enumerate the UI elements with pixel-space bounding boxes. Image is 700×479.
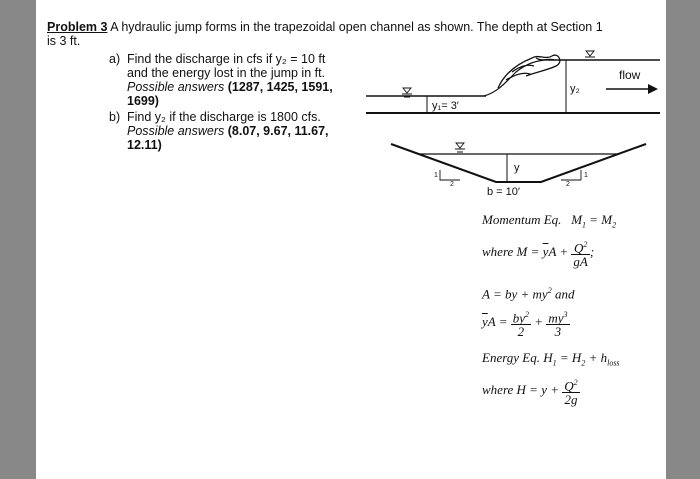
where-label-2: where	[482, 382, 514, 398]
flow-arrow-icon	[648, 84, 658, 94]
q-squared-over-2g: $\frac{Q^2}{2g}$	[564, 378, 578, 408]
left-slope-run: 2	[450, 181, 454, 188]
channel-diagram	[36, 0, 666, 210]
problem-label: Problem 3	[47, 20, 108, 34]
part-b-letter: b)	[109, 110, 121, 124]
right-slope-run: 2	[566, 181, 570, 188]
part-a-answers-line2: 1699)	[127, 94, 159, 108]
loss-subscript: loss	[607, 358, 620, 368]
momentum-definition: where $M = \overline{y}A$ + $\frac{Q^2}{gA}$ ;	[482, 240, 595, 270]
centroid-equation: $\overline{y}A$ = $\frac{by^2}{2}$ + $\frac{my^3}{3}$	[482, 310, 568, 340]
energy-equation: Energy Eq. $H_1 = H_2 + h_{loss}$	[482, 350, 620, 368]
bottom-width-label: b = 10′	[487, 186, 520, 198]
part-b-line1: Find y₂ if the discharge is 1800 cfs.	[127, 110, 321, 124]
part-b-answers-values: (8.07, 9.67, 11.67,	[227, 124, 329, 138]
section-depth-label: y	[514, 162, 520, 174]
y1-label: y₁= 3′	[432, 100, 459, 112]
problem-text-line2: is 3 ft.	[47, 34, 81, 48]
part-a-answers-label: Possible answers	[127, 80, 225, 94]
left-slope-triangle	[440, 170, 460, 180]
area-equation: A = by + $my^2$ and	[482, 286, 575, 302]
downstream-level-marker-icon	[585, 51, 595, 60]
flow-label: flow	[619, 68, 641, 82]
my-cubed-over-3: $\frac{my^3}{3}$	[548, 310, 568, 340]
q-squared-over-ga: $\frac{Q^2}{gA}$	[573, 240, 588, 270]
momentum-equation: Momentum Eq. $M_1 = M_2$	[482, 212, 617, 230]
jump-surface-rise	[484, 60, 548, 96]
left-slope-rise: 1	[434, 172, 438, 179]
right-slope-rise: 1	[584, 172, 588, 179]
y2-label: y₂	[570, 83, 580, 95]
problem-text-line1: A hydraulic jump forms in the trapezoidal open channel as shown. The depth at Section 1	[107, 20, 603, 34]
where-label-1: where	[482, 244, 514, 260]
document-page	[36, 0, 666, 479]
part-b-answers-line2: 12.11)	[127, 138, 162, 152]
part-a-line1: Find the discharge in cfs if y₂ = 10 ft	[127, 52, 326, 66]
part-a-line2: and the energy lost in the jump in ft.	[127, 66, 326, 80]
part-b-answers-label: Possible answers	[127, 124, 225, 138]
part-a-letter: a)	[109, 52, 121, 66]
head-definition: where H = y + $\frac{Q^2}{2g}$	[482, 378, 578, 408]
and-label: and	[554, 286, 575, 302]
part-a-answers-values: (1287, 1425, 1591,	[227, 80, 333, 94]
section-level-marker-icon	[455, 143, 465, 152]
momentum-label: Momentum Eq.	[482, 212, 562, 227]
by-squared-over-2: $\frac{by^2}{2}$	[512, 310, 530, 340]
energy-label: Energy Eq.	[482, 350, 540, 365]
hydraulic-jump-profile	[366, 51, 660, 113]
